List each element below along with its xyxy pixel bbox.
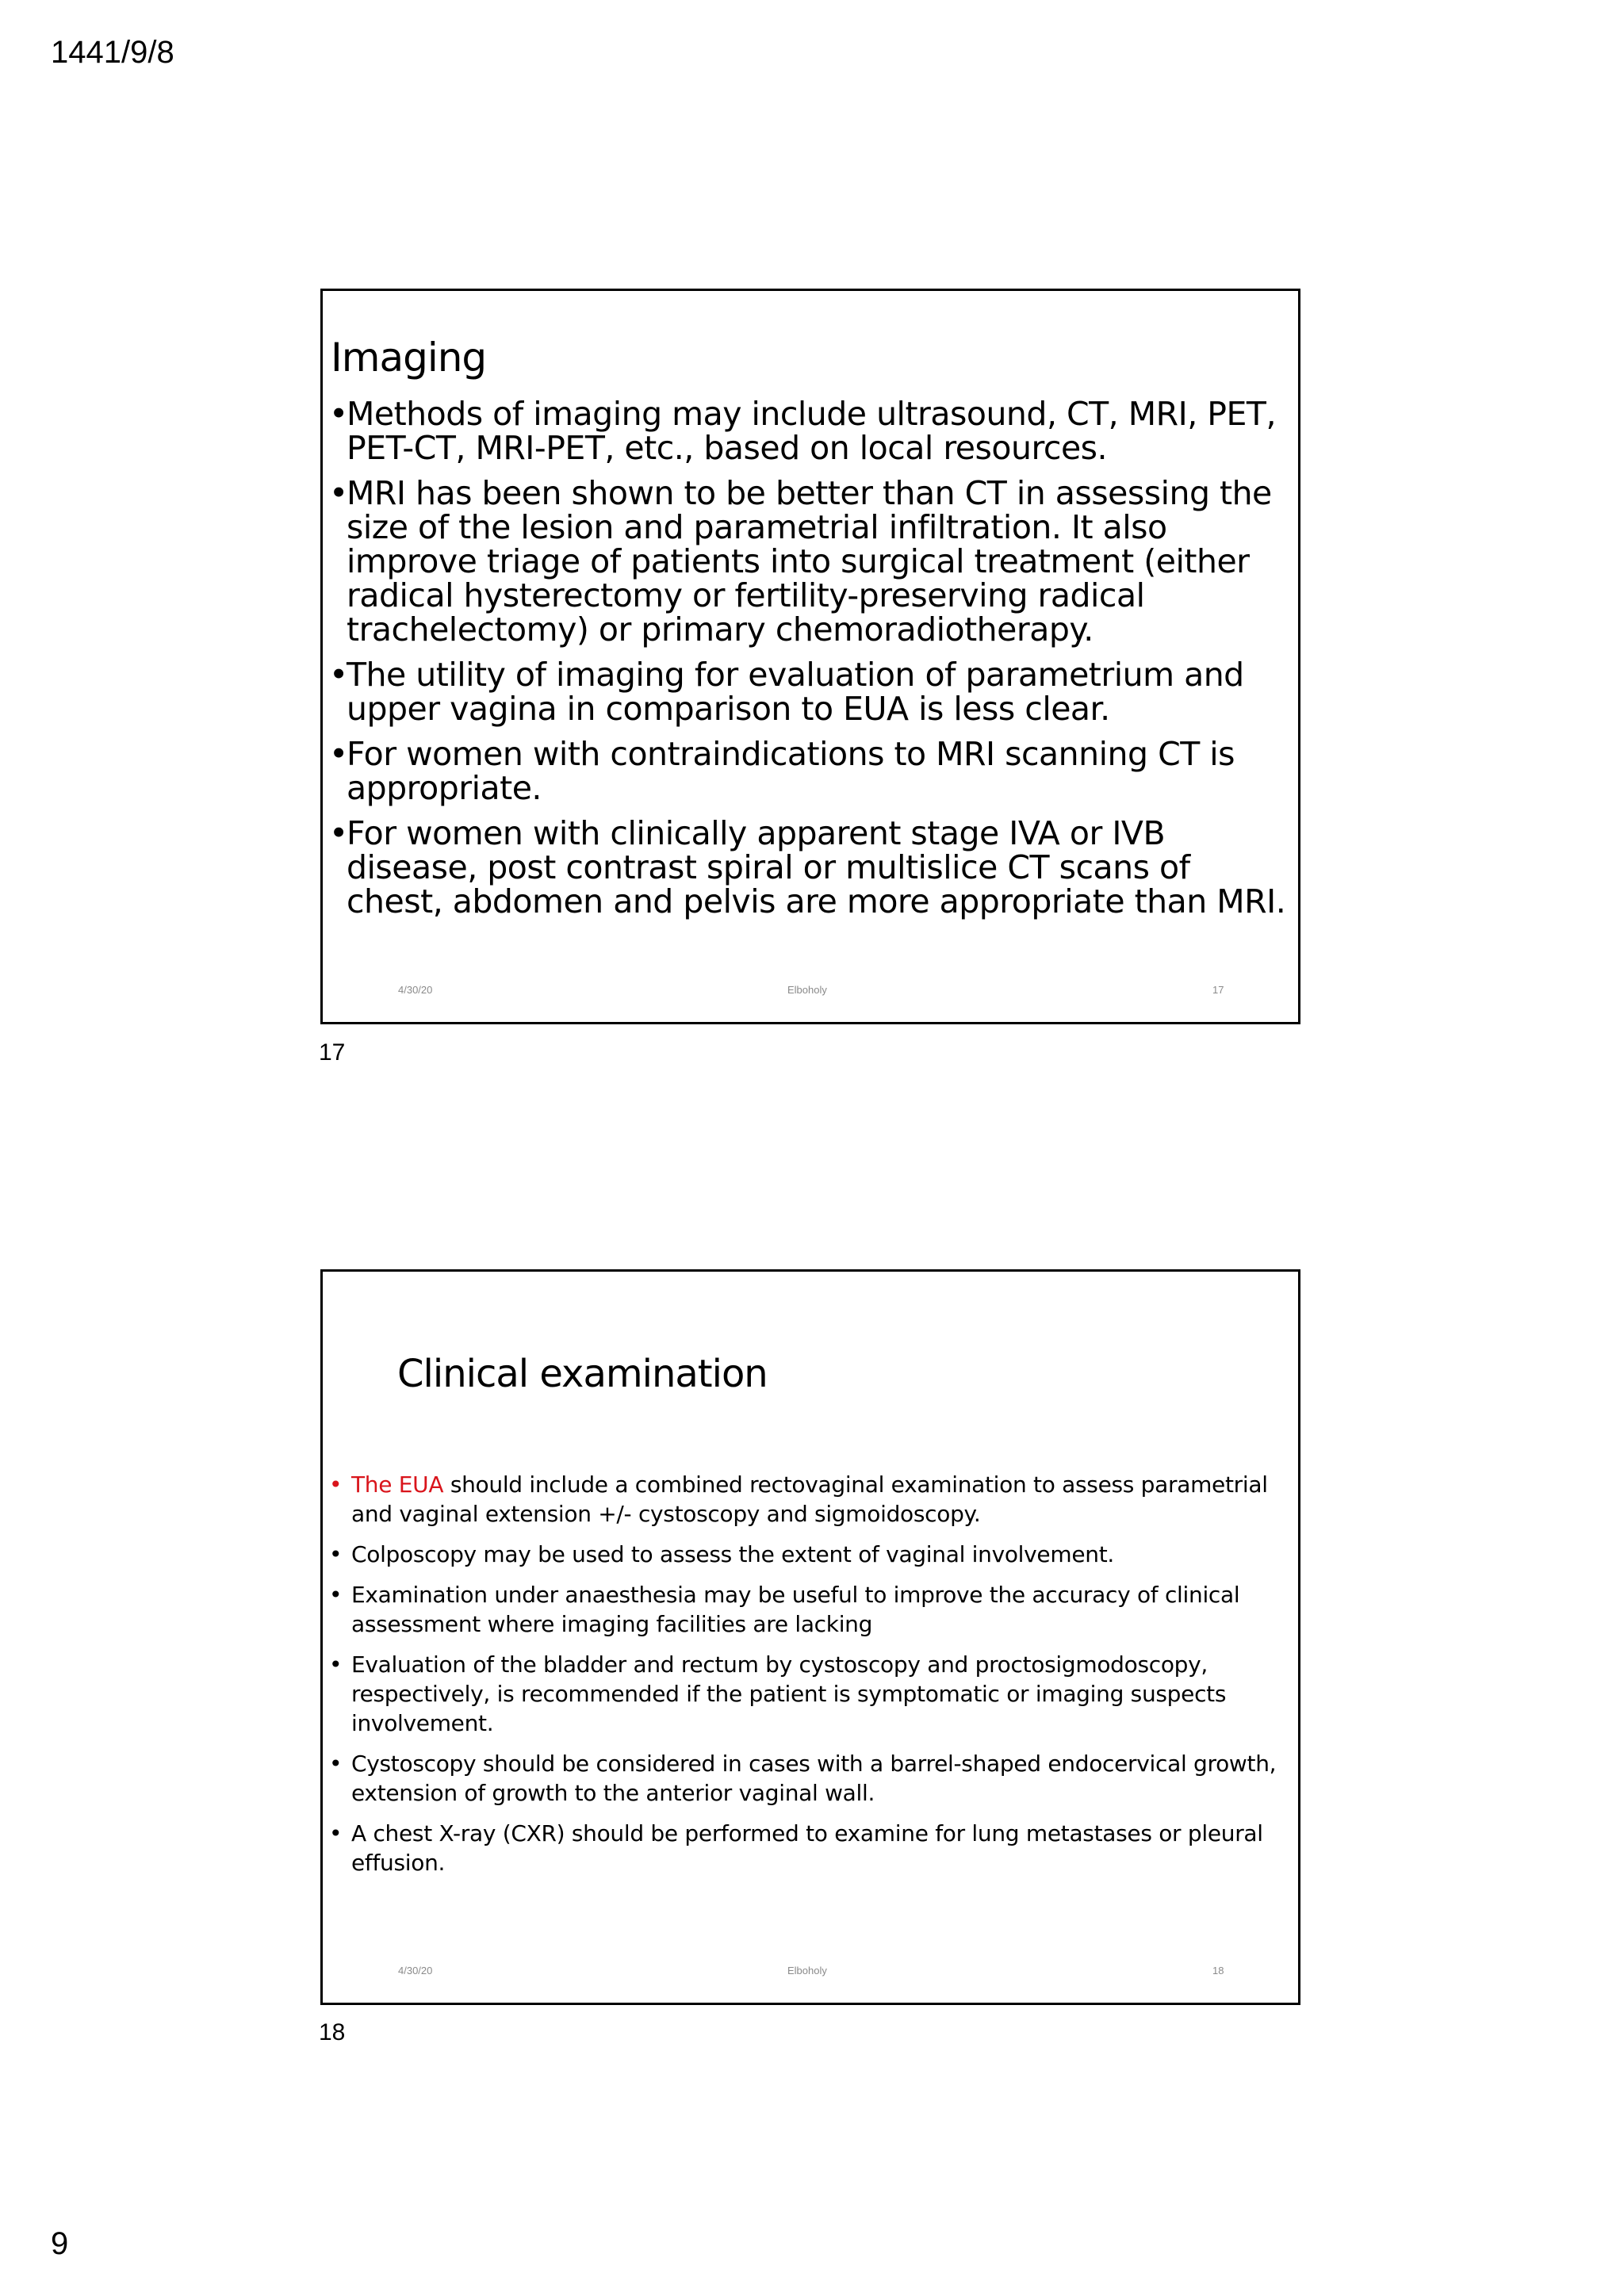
bullet-text: For women with contraindications to MRI scanning CT is appropriate. <box>347 735 1235 807</box>
footer-author: Elboholy <box>787 984 827 996</box>
list-item <box>329 476 1289 647</box>
highlight-text: The EUA <box>351 1471 444 1498</box>
slide-label: 17 <box>319 1039 346 1066</box>
bullet-text: Evaluation of the bladder and rectum by cystoscopy and proctosigmodoscopy, respectively, is recommended if the patient is symptomatic or imaging suspects involvement. <box>351 1651 1227 1736</box>
bullet-icon: • <box>329 656 348 694</box>
bullet-icon: • <box>329 1820 343 1846</box>
bullet-text: For women with clinically apparent stage IVA or IVB disease, post contrast spiral or multislice CT scans of chest, abdomen and pelvis are more appropriate than MRI. <box>347 814 1286 920</box>
bullet-list <box>329 1470 1289 1888</box>
slide-footer <box>323 1965 1298 1980</box>
bullet-text: Methods of imaging may include ultrasound, CT, MRI, PET, PET-CT, MRI-PET, etc., based on local resources. <box>347 395 1276 467</box>
list-item <box>329 1819 1289 1877</box>
bullet-icon: • <box>329 735 348 773</box>
footer-date: 4/30/20 <box>398 984 433 996</box>
slide-18 <box>320 1269 1300 2005</box>
footer-slide-number: 17 <box>1212 984 1224 996</box>
list-item <box>329 1749 1289 1808</box>
bullet-text: Colposcopy may be used to assess the extent of vaginal involvement. <box>351 1541 1114 1567</box>
footer-author: Elboholy <box>787 1965 827 1976</box>
bullet-text: A chest X-ray (CXR) should be performed to examine for lung metastases or pleural effusion. <box>351 1820 1263 1876</box>
page-header-date: 1441/9/8 <box>51 35 174 70</box>
bullet-icon: • <box>329 1541 343 1567</box>
bullet-text: Cystoscopy should be considered in cases with a barrel-shaped endocervical growth, extension of growth to the anterior vaginal wall. <box>351 1751 1277 1806</box>
page-number: 9 <box>51 2226 69 2261</box>
bullet-text: should include a combined rectovaginal examination to assess parametrial and vaginal extension +/- cystoscopy and sigmoidoscopy. <box>351 1471 1268 1527</box>
bullet-icon: • <box>329 1651 343 1678</box>
list-item <box>329 1540 1289 1569</box>
list-item <box>329 397 1289 465</box>
list-item <box>329 814 1289 920</box>
list-item <box>329 1470 1289 1529</box>
list-item <box>329 1650 1289 1738</box>
bullet-icon: • <box>329 1582 343 1608</box>
bullet-icon: • <box>329 1471 343 1498</box>
bullet-text: Examination under anaesthesia may be useful to improve the accuracy of clinical assessment where imaging facilities are lacking <box>351 1582 1240 1637</box>
slide-label: 18 <box>319 2019 346 2045</box>
list-item <box>329 1580 1289 1639</box>
list-item <box>329 658 1289 726</box>
bullet-icon: • <box>329 474 348 512</box>
bullet-icon: • <box>329 1751 343 1777</box>
list-item <box>329 737 1289 806</box>
slide-title: Clinical examination <box>397 1352 768 1396</box>
bullet-text: The utility of imaging for evaluation of parametrium and upper vagina in comparison to EUA is less clear. <box>347 656 1244 728</box>
bullet-icon: • <box>329 395 348 433</box>
bullet-list <box>329 397 1289 930</box>
slide-footer <box>323 984 1298 1000</box>
footer-slide-number: 18 <box>1212 1965 1224 1976</box>
bullet-icon: • <box>329 814 348 852</box>
slide-title: Imaging <box>331 335 487 381</box>
slide-17 <box>320 289 1300 1024</box>
footer-date: 4/30/20 <box>398 1965 433 1976</box>
bullet-text: MRI has been shown to be better than CT in assessing the size of the lesion and parametrial infiltration. It also improve triage of patients into surgical treatment (either radical hysterectomy or fertility-preserving radical trachelectomy) or primary chemoradiotherapy. <box>347 474 1272 649</box>
